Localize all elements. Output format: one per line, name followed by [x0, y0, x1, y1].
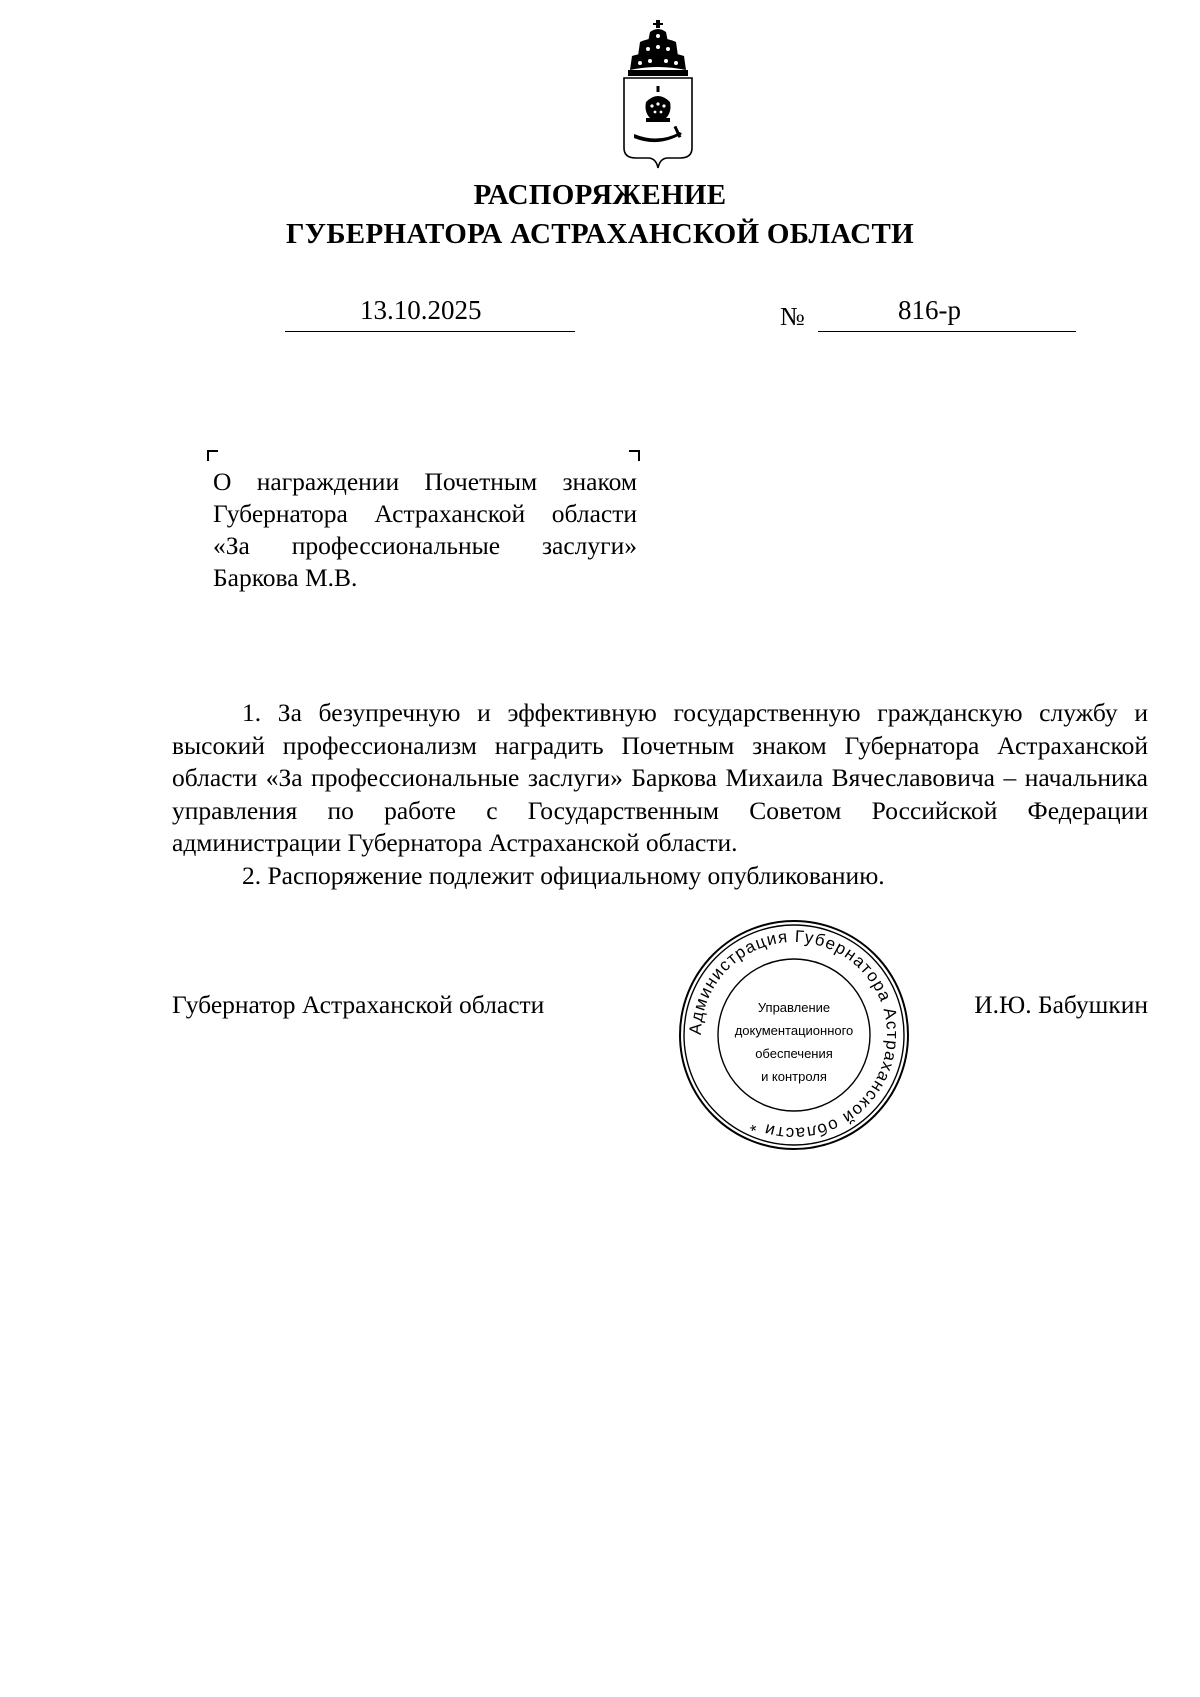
body-paragraph-1: 1. За безупречную и эффективную государственную гражданскую службу и высокий профессионализм наградить Почетным знаком Губернатора Астраханской области «За профессиональные заслуги» Баркова Михаила Вячеславовича – начальника управления по работе с Государственным Советом Российской Федерации администрации Губернатора Астраханской области. [172, 698, 1148, 857]
stamp-inner-line-1: Управление [757, 1000, 831, 1015]
subject-corner-right [629, 450, 640, 461]
stamp-outer-text: Администрация Губернатора Астраханской области * [685, 926, 903, 1144]
number-sign: № [780, 302, 805, 331]
signatory-position: Губернатор Астраханской области [172, 990, 545, 1019]
issuer-title: ГУБЕРНАТОРА АСТРАХАНСКОЙ ОБЛАСТИ [286, 218, 914, 250]
date-field [285, 297, 575, 332]
document-number: 816-р [898, 295, 961, 325]
document-type-title: РАСПОРЯЖЕНИЕ [473, 179, 727, 211]
astrakhan-coat-of-arms-icon [618, 20, 698, 174]
document-body [172, 697, 1148, 892]
official-stamp [676, 917, 912, 1153]
number-field [818, 297, 1076, 332]
stamp-inner-line-4: и контроля [761, 1069, 827, 1084]
signatory-name: И.Ю. Бабушкин [974, 990, 1148, 1019]
body-paragraph-2: 2. Распоряжение подлежит официальному опубликованию. [242, 860, 885, 890]
stamp-inner-line-2: документационного [734, 1023, 854, 1038]
stamp-inner-line-3: обеспечения [755, 1046, 833, 1061]
document-subject: О награждении Почетным знаком Губернатора Астраханской области «За профессиональные заслуги» Баркова М.В. [213, 467, 637, 592]
subject-corner-left [207, 450, 218, 461]
document-date: 13.10.2025 [360, 295, 482, 325]
